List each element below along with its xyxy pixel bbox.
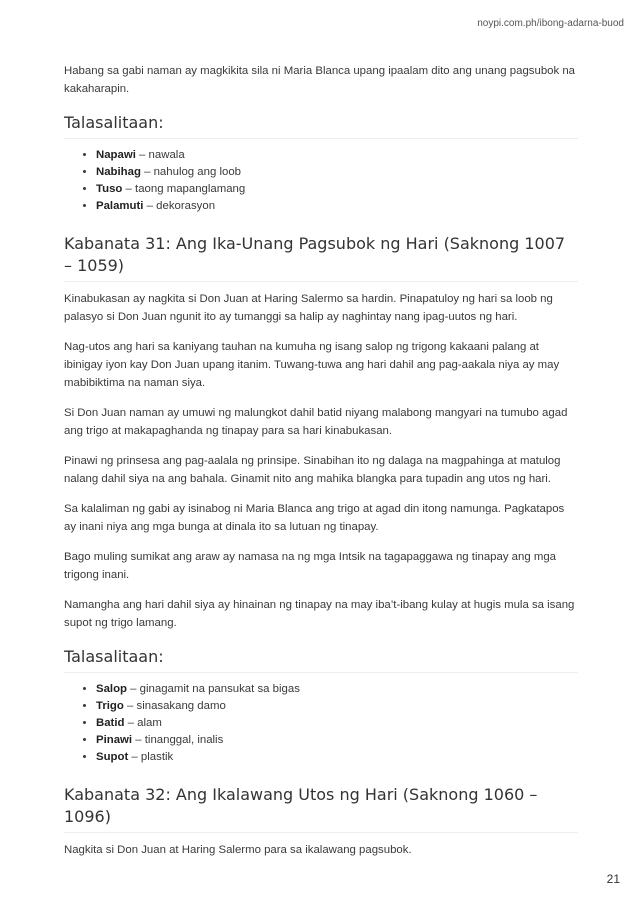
vocab-definition: – dekorasyon (143, 200, 216, 212)
vocab-term: Pinawi (96, 734, 133, 746)
vocab-term: Supot (96, 751, 129, 763)
vocab-definition: – alam (124, 717, 162, 729)
vocab-list-1 (64, 147, 578, 215)
chapter-31-heading: Kabanata 31: Ang Ika-Unang Pagsubok ng Hari (Saknong 1007 – 1059) (64, 233, 578, 282)
list-item (96, 715, 578, 732)
vocab-term: Napawi (96, 149, 136, 161)
chapter-32-heading: Kabanata 32: Ang Ikalawang Utos ng Hari (Saknong 1060 – 1096) (64, 784, 578, 833)
vocab-definition: – sinasakang damo (123, 700, 226, 712)
intro-paragraph: Habang sa gabi naman ay magkikita sila ni Maria Blanca upang ipaalam dito ang unang pagsubok na kakaharapin. (64, 65, 576, 95)
list-item (96, 732, 578, 749)
vocab-term: Nabihag (96, 166, 141, 178)
vocab-list-2 (64, 681, 578, 766)
list-item (96, 198, 578, 215)
list-item (96, 749, 578, 766)
vocab-term: Salop (96, 683, 128, 695)
vocab-definition: – nawala (135, 149, 185, 161)
list-item (96, 164, 578, 181)
document-body (64, 62, 578, 871)
chapter-32-paragraph: Nagkita si Don Juan at Haring Salermo para sa ikalawang pagsubok. (64, 844, 412, 856)
list-item (96, 698, 578, 715)
vocab-definition: – taong mapanglamang (122, 183, 246, 195)
list-item (96, 681, 578, 698)
vocab-definition: – nahulog ang loob (140, 166, 242, 178)
chapter-31-paragraph: Kinabukasan ay nagkita si Don Juan at Haring Salermo sa hardin. Pinapatuloy ng hari sa loob ng palasyo si Don Juan ngunit ito ay tumanggi sa halip ay naghintay nang ipag-uutos ng hari. (64, 293, 553, 323)
chapter-31-paragraph: Si Don Juan naman ay umuwi ng malungkot dahil batid niyang malabong mangyari na tumubo agad ang trigo at makapaghanda ng tinapay para sa hari kinabukasan. (64, 407, 568, 437)
vocab-heading-1: Talasalitaan: (64, 112, 578, 139)
chapter-31-paragraph: Pinawi ng prinsesa ang pag-aalala ng prinsipe. Sinabihan ito ng dalaga na magpahinga at matulog nalang dahil siya na ang bahala. Ginamit nito ang mahika blangka para tupadin ang utos ng hari. (64, 455, 561, 485)
chapter-31-paragraph: Sa kalaliman ng gabi ay isinabog ni Maria Blanca ang trigo at agad din itong namunga. Pagkatapos ay inani niya ang mga bunga at dinala ito sa lutuan ng tinapay. (64, 503, 565, 533)
chapter-31-paragraph: Namangha ang hari dahil siya ay hinainan ng tinapay na may iba’t-ibang kulay at hugis mula sa isang supot ng trigo lamang. (64, 599, 575, 629)
chapter-31-paragraph: Bago muling sumikat ang araw ay namasa na ng mga Intsik na tagapaggawa ng tinapay ang mga trigong inani. (64, 551, 557, 581)
vocab-definition: – ginagamit na pansukat sa bigas (127, 683, 300, 695)
list-item (96, 181, 578, 198)
vocab-term: Tuso (96, 183, 123, 195)
vocab-heading-2: Talasalitaan: (64, 646, 578, 673)
vocab-term: Trigo (96, 700, 124, 712)
vocab-definition: – tinanggal, inalis (132, 734, 224, 746)
page-number: 21 (606, 872, 620, 886)
source-url: noypi.com.ph/ibong-adarna-buod (477, 18, 624, 29)
chapter-31-paragraph: Nag-utos ang hari sa kaniyang tauhan na kumuha ng isang salop ng trigong kakaani palang at ibinigay iyon kay Don Juan upang itanim. Tuwang-tuwa ang hari dahil ang pag-aakala niya ay may mabibiktima na naman siya. (64, 341, 560, 389)
vocab-definition: – plastik (128, 751, 174, 763)
list-item (96, 147, 578, 164)
vocab-term: Palamuti (96, 200, 144, 212)
vocab-term: Batid (96, 717, 125, 729)
